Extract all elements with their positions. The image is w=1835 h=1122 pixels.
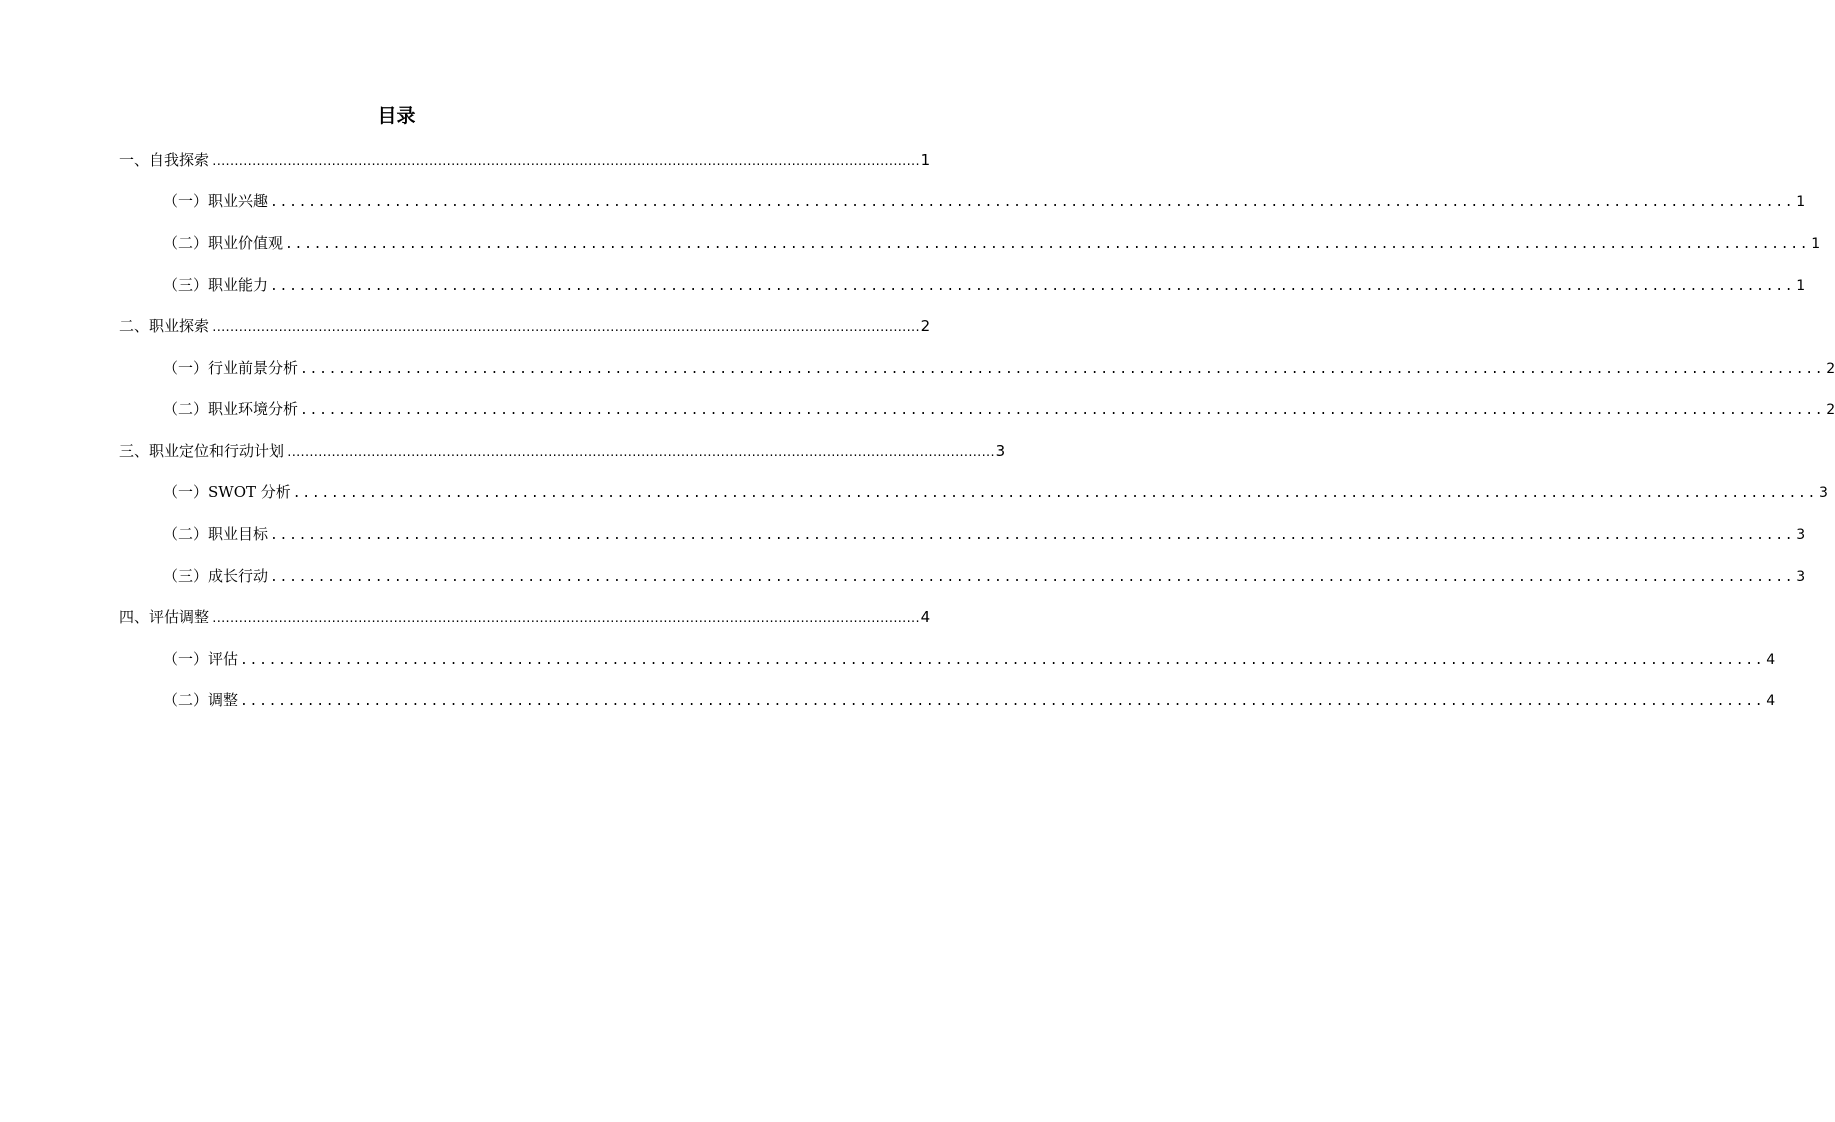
toc-entry-level-1[interactable] xyxy=(119,440,1006,464)
dot-leader: ................................................................................................................................................................ xyxy=(292,486,1818,501)
toc-entry-label: （三）职业能力 xyxy=(163,276,269,294)
toc-page-number: 3 xyxy=(1819,485,1828,501)
toc-entry-level-1[interactable] xyxy=(119,149,931,173)
toc-page-number: 4 xyxy=(1766,693,1776,709)
toc-entry-label: （二）职业价值观 xyxy=(163,234,284,252)
toc-page-number: 4 xyxy=(920,608,931,626)
toc-page-number: 2 xyxy=(1826,402,1835,418)
dot-leader: ................................................................................................................................................................ xyxy=(240,653,1765,668)
toc-entry-label: 三、职业定位和行动计划 xyxy=(119,442,285,460)
toc-page-number: 3 xyxy=(995,442,1006,460)
toc-entry-label: （二）职业目标 xyxy=(163,525,269,543)
toc-title: 目录 xyxy=(377,105,416,127)
toc-page-number: 1 xyxy=(1796,194,1806,210)
toc-page-number: 1 xyxy=(1811,236,1821,252)
toc-page-number: 3 xyxy=(1796,527,1806,543)
toc-entry-level-2[interactable] xyxy=(163,523,1806,547)
toc-page-number: 2 xyxy=(1826,361,1835,377)
toc-entry-label: 一、自我探索 xyxy=(119,151,210,169)
toc-entry-level-2[interactable] xyxy=(163,274,1806,298)
toc-entry-label: （二）调整 xyxy=(163,691,239,709)
toc-entry-level-2[interactable] xyxy=(163,357,1835,381)
toc-entry-level-1[interactable] xyxy=(119,606,931,630)
toc-entry-level-2[interactable] xyxy=(163,398,1835,422)
toc-page-number: 2 xyxy=(920,317,931,335)
toc-entry-level-2[interactable] xyxy=(163,565,1806,589)
dot-leader: ................................................................................................................................................................ xyxy=(211,321,919,334)
dot-leader: ................................................................................................................................................................ xyxy=(270,528,1795,543)
dot-leader: ................................................................................................................................................................ xyxy=(285,237,1810,252)
dot-leader: ................................................................................................................................................................ xyxy=(270,570,1795,585)
toc-entry-label: 二、职业探索 xyxy=(119,317,210,335)
toc-entry-label: （一）职业兴趣 xyxy=(163,192,269,210)
dot-leader: ................................................................................................................................................................ xyxy=(300,403,1825,418)
dot-leader: ................................................................................................................................................................ xyxy=(270,195,1795,210)
toc-page-number: 1 xyxy=(1796,278,1806,294)
toc-page-number: 3 xyxy=(1796,569,1806,585)
toc-entry-label: （二）职业环境分析 xyxy=(163,400,299,418)
dot-leader: ................................................................................................................................................................ xyxy=(270,279,1795,294)
toc-entry-label: （一）评估 xyxy=(163,650,239,668)
dot-leader: ................................................................................................................................................................ xyxy=(211,612,919,625)
dot-leader: ................................................................................................................................................................ xyxy=(240,694,1765,709)
toc-entry-level-2[interactable] xyxy=(163,648,1776,672)
dot-leader: ................................................................................................................................................................ xyxy=(300,362,1825,377)
toc-entry-label: （一）行业前景分析 xyxy=(163,359,299,377)
toc-entry-label: 四、评估调整 xyxy=(119,608,210,626)
toc-entry-label: （三）成长行动 xyxy=(163,567,269,585)
toc-entry-level-1[interactable] xyxy=(119,315,931,339)
toc-entry-level-2[interactable] xyxy=(163,190,1806,214)
toc-page-number: 4 xyxy=(1766,652,1776,668)
dot-leader: ................................................................................................................................................................ xyxy=(211,155,919,168)
toc-entry-label: （一）SWOT 分析 xyxy=(163,483,291,501)
dot-leader: ................................................................................................................................................................ xyxy=(286,446,994,459)
toc-entry-level-2[interactable] xyxy=(163,232,1821,256)
toc-page-number: 1 xyxy=(920,151,931,169)
toc-entry-level-2[interactable] xyxy=(163,481,1828,505)
toc-entry-level-2[interactable] xyxy=(163,689,1776,713)
